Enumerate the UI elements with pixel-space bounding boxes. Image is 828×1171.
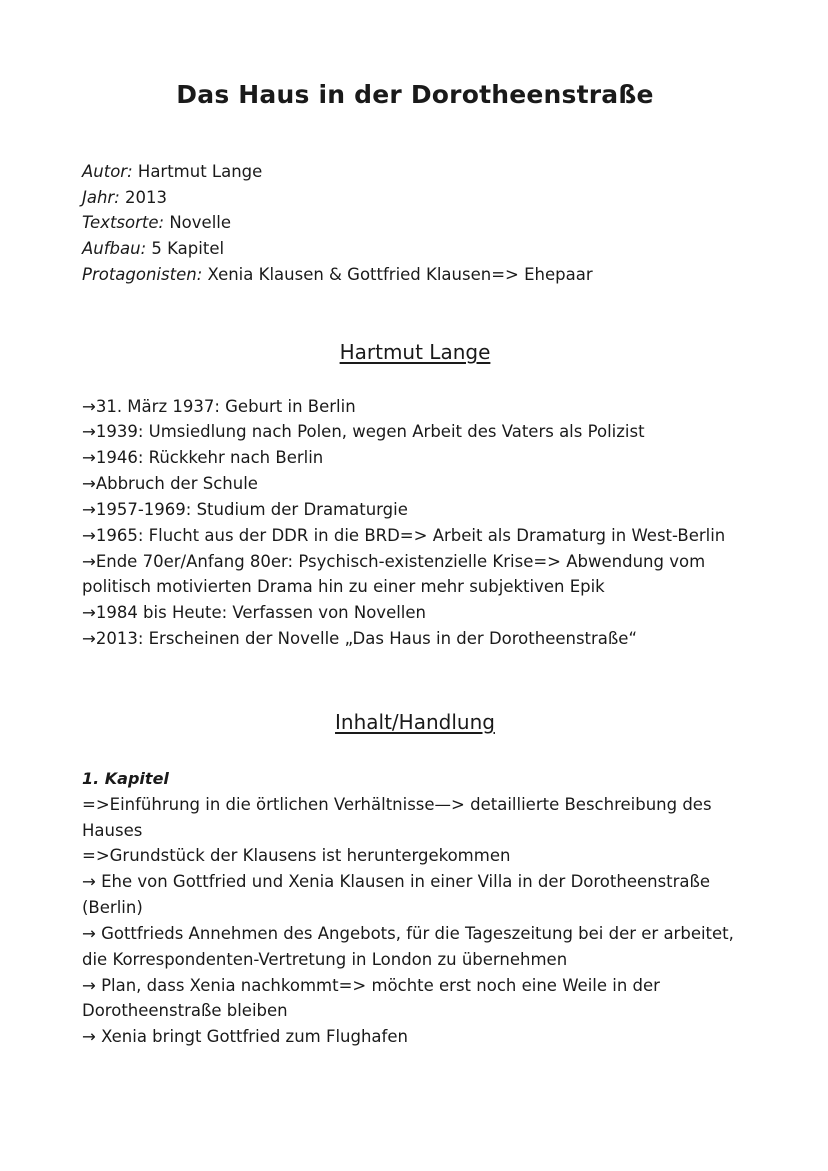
metadata-value-autor: Hartmut Lange	[137, 162, 263, 181]
list-item: =>Grundstück der Klausens ist heruntergekommen	[82, 846, 511, 866]
chapter-block-1	[82, 766, 748, 1050]
list-item: →Ende 70er/Anfang 80er: Psychisch-existenzielle Krise=> Abwendung vom politisch motivierten Drama hin zu einer mehr subjektiven Epik	[82, 551, 706, 597]
list-item: =>Einführung in die örtlichen Verhältnisse—> detaillierte Beschreibung des Hauses	[82, 794, 712, 840]
list-item: →1965: Flucht aus der DDR in die BRD=> Arbeit als Dramaturg in West-Berlin	[82, 525, 726, 545]
section-heading-content-label: Inhalt/Handlung	[335, 709, 495, 734]
metadata-row-textsorte	[82, 210, 748, 236]
biography-list	[82, 394, 748, 652]
metadata-value-jahr: 2013	[125, 187, 168, 207]
list-item: → Xenia bringt Gottfried zum Flughafen	[82, 1027, 408, 1047]
list-item: →31. März 1937: Geburt in Berlin	[82, 396, 356, 416]
metadata-row-protagonisten	[82, 262, 748, 288]
metadata-row-aufbau	[82, 236, 748, 262]
section-heading-content	[82, 710, 748, 734]
metadata-block	[82, 159, 748, 288]
list-item: →1939: Umsiedlung nach Polen, wegen Arbeit des Vaters als Polizist	[82, 422, 645, 442]
metadata-value-aufbau: 5 Kapitel	[151, 239, 225, 259]
list-item: →Abbruch der Schule	[82, 474, 258, 494]
metadata-label-jahr: Jahr:	[82, 187, 120, 207]
list-item: →1957-1969: Studium der Dramaturgie	[82, 499, 408, 519]
metadata-value-protagonisten: Xenia Klausen & Gottfried Klausen=> Ehepaar	[207, 264, 593, 284]
list-item: →1946: Rückkehr nach Berlin	[82, 448, 324, 468]
section-heading-biography-label: Hartmut Lange	[339, 339, 491, 364]
chapter-title: 1. Kapitel	[82, 768, 169, 788]
section-heading-biography	[82, 340, 748, 364]
metadata-row-jahr	[82, 185, 748, 211]
list-item: → Ehe von Gottfried und Xenia Klausen in einer Villa in der Dorotheenstraße (Berlin)	[82, 872, 711, 918]
metadata-label-textsorte: Textsorte:	[82, 213, 165, 233]
page-title: Das Haus in der Dorotheenstraße	[176, 80, 654, 109]
list-item: →1984 bis Heute: Verfassen von Novellen	[82, 603, 427, 623]
list-item: → Plan, dass Xenia nachkommt=> möchte erst noch eine Weile in der Dorotheenstraße bleiben	[82, 975, 660, 1021]
metadata-label-aufbau: Aufbau:	[82, 239, 147, 259]
list-item: → Gottfrieds Annehmen des Angebots, für die Tageszeitung bei der er arbeitet, die Korrespondenten-Vertretung in London zu übernehmen	[82, 923, 734, 969]
metadata-label-protagonisten: Protagonisten:	[82, 264, 203, 284]
metadata-value-textsorte: Novelle	[169, 213, 232, 233]
list-item: →2013: Erscheinen der Novelle „Das Haus in der Dorotheenstraße“	[82, 628, 638, 648]
metadata-label-autor: Autor:	[82, 162, 133, 181]
metadata-row-autor	[82, 159, 748, 185]
